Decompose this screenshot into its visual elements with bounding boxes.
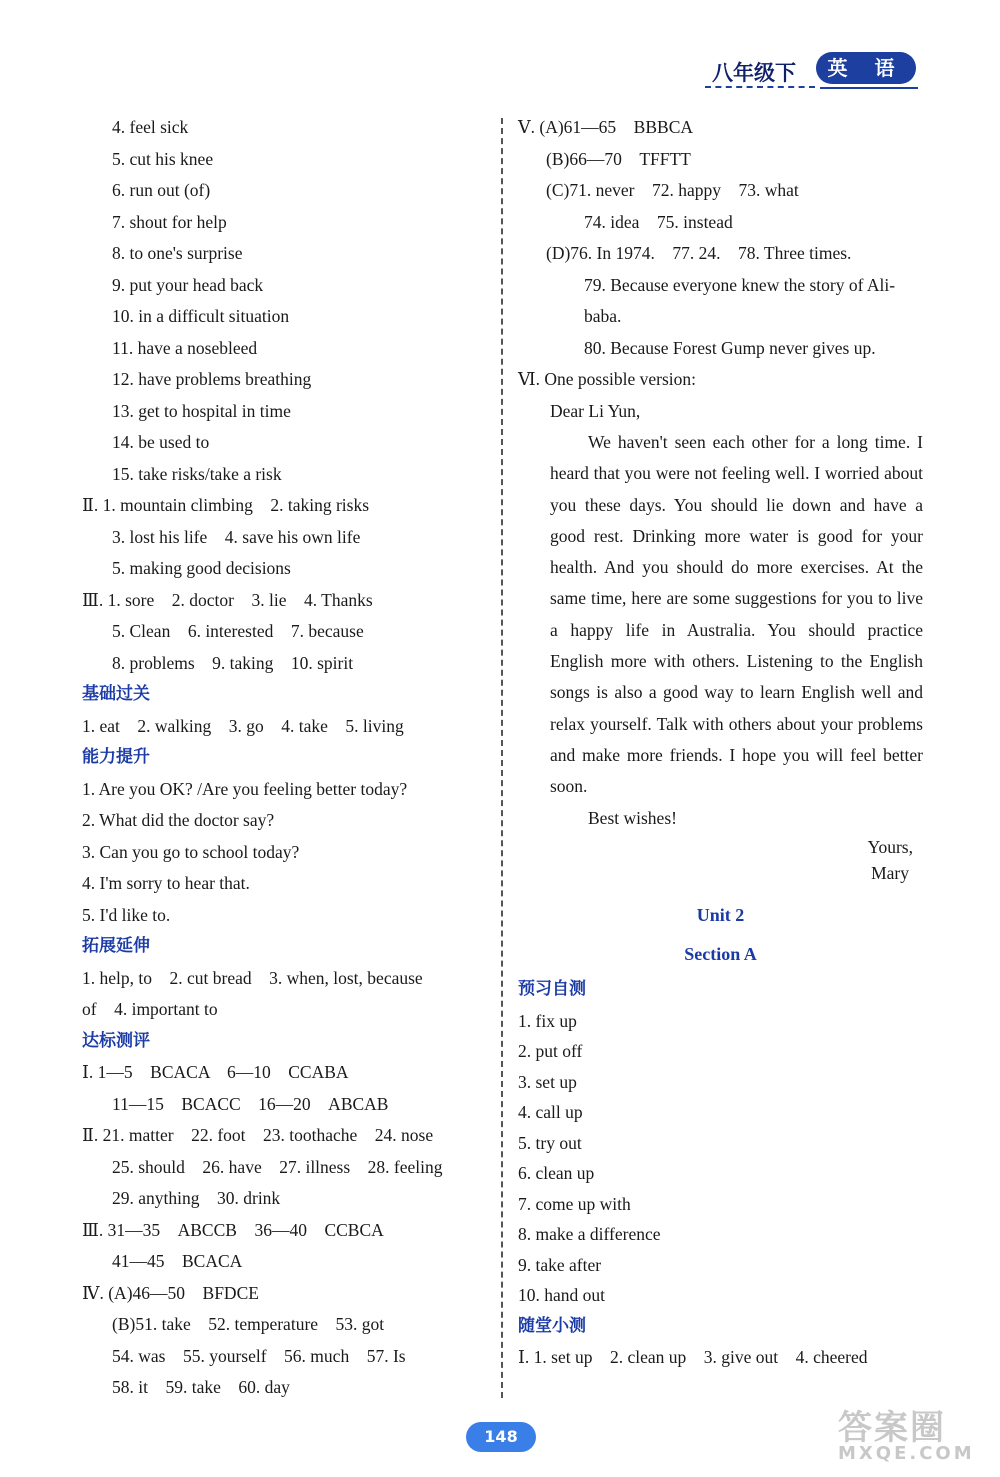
answer-line: 10. hand out bbox=[518, 1285, 606, 1306]
page-number: 148 bbox=[466, 1422, 536, 1452]
answer-line: 13. get to hospital in time bbox=[112, 400, 291, 421]
answer-line: 41—45 BCACA bbox=[112, 1251, 243, 1271]
answer-line: (D)76. In 1974. 77. 24. 78. Three times. bbox=[546, 243, 852, 263]
letter-paragraph: We haven't seen each other for a long time. I heard that you were not feeling well. I worried about you these days. You should lie down and have a good rest. Drinking more water is good for your health. And you should do more exercises. At the same time, here are some suggestions for you to live a happy life in Australia. You should practice English more with others. Listening to the English songs is also a good way to learn English well and relax yourself. Talk with others about your problems and make more friends. I hope you will feel better soon. bbox=[550, 432, 923, 797]
watermark-logo bbox=[838, 1400, 993, 1472]
answer-line: Ⅰ. 1—5 BCACA 6—10 CCABA bbox=[82, 1062, 349, 1082]
answer-line: 7. come up with bbox=[518, 1193, 631, 1214]
answer-line: 79. Because everyone knew the story of Ali- bbox=[584, 274, 896, 295]
unit-title: Unit 2 bbox=[696, 905, 745, 926]
answer-line: (B)66—70 TFFTT bbox=[546, 148, 691, 169]
answer-line: 58. it 59. take 60. day bbox=[112, 1377, 290, 1397]
answer-line: (C)71. never 72. happy 73. what bbox=[546, 180, 799, 200]
answer-line: 6. clean up bbox=[518, 1163, 595, 1184]
answer-line: baba. bbox=[584, 306, 622, 326]
answer-line: 3. set up bbox=[518, 1071, 577, 1092]
answer-line: 8. problems 9. taking 10. spirit bbox=[112, 652, 354, 673]
answer-line: (B)51. take 52. temperature 53. got bbox=[112, 1314, 385, 1334]
answer-line: 9. take after bbox=[518, 1254, 602, 1275]
grade-label: 八年级下 bbox=[712, 61, 796, 85]
answer-line: Ⅵ. One possible version: bbox=[518, 369, 696, 389]
letter-closing: Best wishes! bbox=[588, 807, 677, 828]
letter-body bbox=[518, 427, 923, 803]
answer-line: 5. I'd like to. bbox=[82, 904, 171, 925]
section-heading: 随堂小测 bbox=[518, 1315, 586, 1336]
answer-line: 74. idea 75. instead bbox=[584, 211, 733, 232]
answer-line: 15. take risks/take a risk bbox=[112, 463, 282, 484]
answer-line: 1. Are you OK? /Are you feeling better today? bbox=[82, 778, 408, 799]
section-heading: 预习自测 bbox=[518, 979, 586, 1000]
answer-line: 54. was 55. yourself 56. much 57. Is bbox=[112, 1345, 406, 1366]
right-column bbox=[518, 112, 923, 1374]
answer-line: 4. I'm sorry to hear that. bbox=[82, 873, 250, 893]
answer-line: 80. Because Forest Gump never gives up. bbox=[584, 337, 876, 358]
answer-line: 7. shout for help bbox=[112, 211, 227, 232]
answer-line: Ⅳ. (A)46—50 BFDCE bbox=[82, 1282, 259, 1303]
answer-line: 1. eat 2. walking 3. go 4. take 5. living bbox=[82, 715, 404, 736]
answer-line: 6. run out (of) bbox=[112, 180, 211, 200]
answer-line: 5. try out bbox=[518, 1132, 582, 1153]
watermark-text: 答案圈 bbox=[838, 1408, 946, 1448]
answer-line: 1. fix up bbox=[518, 1010, 577, 1031]
answer-line: 8. make a difference bbox=[518, 1224, 661, 1245]
answer-line: of 4. important to bbox=[82, 999, 218, 1019]
section-heading: 能力提升 bbox=[82, 747, 150, 767]
answer-line: 14. be used to bbox=[112, 432, 210, 452]
answer-line: 5. making good decisions bbox=[112, 558, 291, 578]
answer-line: Ⅰ. 1. set up 2. clean up 3. give out 4. cheered bbox=[518, 1347, 868, 1368]
answer-line: Ⅲ. 31—35 ABCCB 36—40 CCBCA bbox=[82, 1219, 384, 1240]
watermark-url: MXQE.COM bbox=[838, 1443, 975, 1464]
answer-line: 4. feel sick bbox=[112, 117, 189, 137]
section-title: Section A bbox=[684, 944, 757, 965]
answer-line: 3. Can you go to school today? bbox=[82, 841, 300, 862]
answer-line: 3. lost his life 4. save his own life bbox=[112, 526, 361, 547]
answer-line: 10. in a difficult situation bbox=[112, 306, 290, 326]
answer-line: 11. have a nosebleed bbox=[112, 337, 258, 358]
letter-signoff: Yours, bbox=[867, 837, 913, 858]
answer-line: 2. put off bbox=[518, 1041, 583, 1062]
letter-greeting: Dear Li Yun, bbox=[550, 400, 641, 421]
answer-line: Ⅴ. (A)61—65 BBBCA bbox=[518, 117, 694, 137]
answer-line: Ⅱ. 1. mountain climbing 2. taking risks bbox=[82, 495, 370, 515]
answer-line: 1. help, to 2. cut bread 3. when, lost, because bbox=[82, 967, 423, 988]
section-heading: 拓展延伸 bbox=[82, 936, 150, 956]
answer-line: 11—15 BCACC 16—20 ABCAB bbox=[112, 1093, 389, 1114]
answer-line: 5. cut his knee bbox=[112, 148, 214, 169]
left-column bbox=[82, 112, 492, 1404]
answer-line: 8. to one's surprise bbox=[112, 243, 243, 263]
answer-line: 9. put your head back bbox=[112, 274, 264, 295]
letter-signature: Mary bbox=[871, 863, 909, 884]
section-heading: 基础过关 bbox=[82, 684, 150, 704]
column-divider bbox=[501, 118, 503, 1398]
subject-badge: 英 语 bbox=[816, 52, 916, 84]
header-rule-solid bbox=[820, 87, 918, 89]
answer-line: 12. have problems breathing bbox=[112, 369, 312, 389]
answer-line: 4. call up bbox=[518, 1102, 583, 1123]
answer-line: 25. should 26. have 27. illness 28. feeling bbox=[112, 1156, 443, 1177]
answer-line: Ⅱ. 21. matter 22. foot 23. toothache 24. nose bbox=[82, 1125, 434, 1145]
answer-line: 2. What did the doctor say? bbox=[82, 810, 275, 830]
answer-line: 5. Clean 6. interested 7. because bbox=[112, 621, 364, 641]
answer-line: 29. anything 30. drink bbox=[112, 1188, 281, 1208]
answer-line: Ⅲ. 1. sore 2. doctor 3. lie 4. Thanks bbox=[82, 589, 373, 610]
section-heading: 达标测评 bbox=[82, 1030, 150, 1051]
header-rule bbox=[705, 86, 815, 88]
